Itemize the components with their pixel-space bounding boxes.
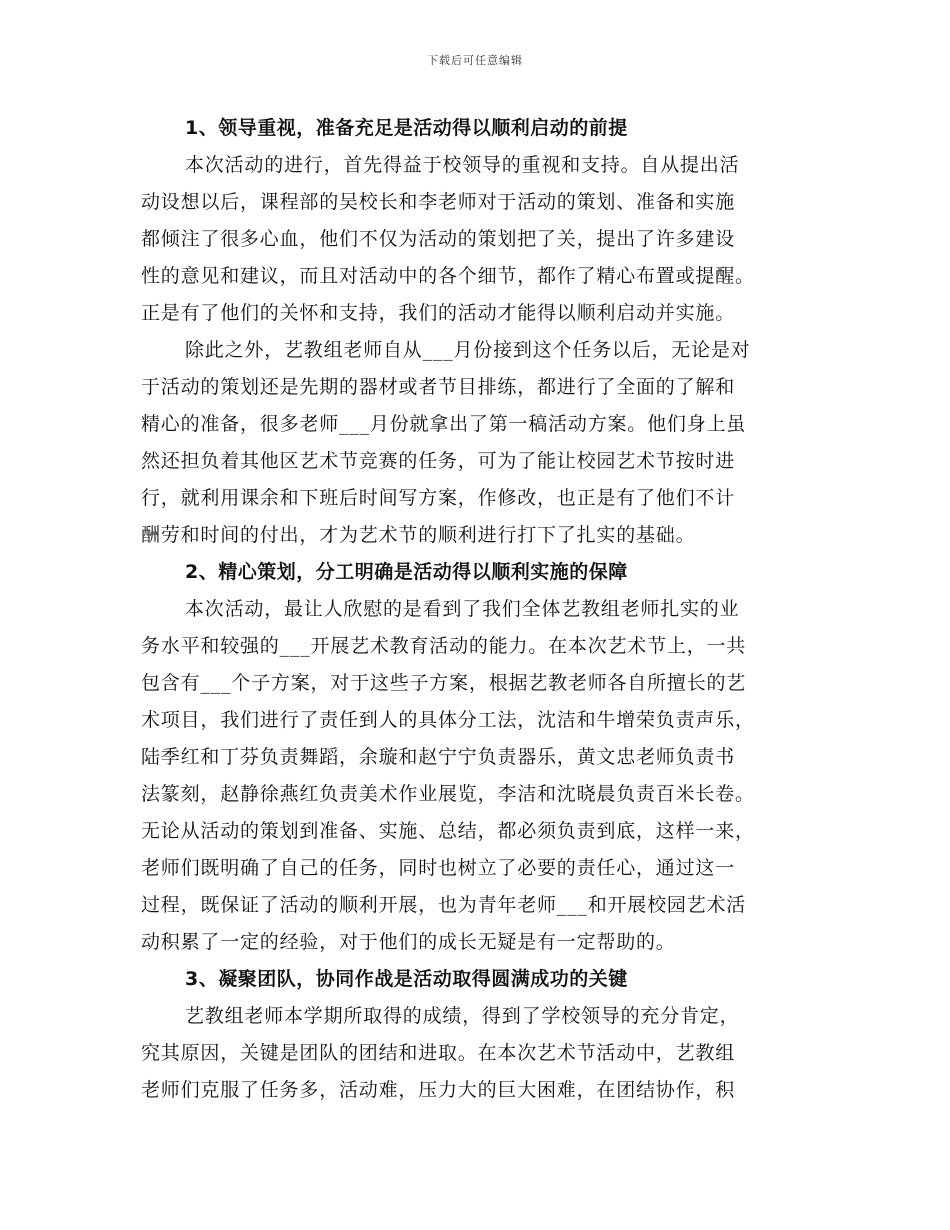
paragraph-line: 本次活动的进行，首先得益于校领导的重视和支持。自从提出活	[185, 154, 740, 176]
paragraph	[141, 332, 811, 554]
paragraph-line: 陆季红和丁芬负责舞蹈，余璇和赵宁宁负责器乐，黄文忠老师负责书	[141, 746, 736, 768]
paragraph	[141, 147, 811, 332]
paragraph-line: 术项目，我们进行了责任到人的具体分工法，沈洁和牛增荣负责声乐，	[141, 709, 755, 731]
paragraph-line: 无论从活动的策划到准备、实施、总结，都必须负责到底，这样一来，	[141, 820, 755, 842]
header-note: 下载后可任意编辑	[427, 54, 523, 67]
paragraph-line: 法篆刻，赵静徐燕红负责美术作业展览，李洁和沈晓晨负责百米长卷。	[141, 783, 755, 805]
paragraph-line: 都倾注了很多心血，他们不仅为活动的策划把了关，提出了许多建设	[141, 228, 736, 250]
section-heading: 3、凝聚团队，协同作战是活动取得圆满成功的关键	[185, 968, 628, 990]
paragraph-line: 除此之外，艺教组老师自从___月份接到这个任务以后，无论是对	[185, 339, 751, 361]
paragraph-line: 然还担负着其他区艺术节竞赛的任务，可为了能让校园艺术节按时进	[141, 450, 736, 472]
paragraph	[141, 591, 811, 961]
paragraph-line: 精心的准备，很多老师___月份就拿出了第一稿活动方案。他们身上虽	[141, 413, 747, 435]
paragraph-line: 包含有___个子方案，对于这些子方案，根据艺教老师各自所擅长的艺	[141, 672, 747, 694]
paragraph-line: 究其原因，关键是团队的团结和进取。在本次艺术节活动中，艺教组	[141, 1042, 736, 1064]
paragraph-line: 艺教组老师本学期所取得的成绩，得到了学校领导的充分肯定，	[185, 1005, 740, 1027]
paragraph-line: 老师们既明确了自己的任务，同时也树立了必要的责任心，通过这一	[141, 857, 736, 879]
paragraph-line: 动积累了一定的经验，对于他们的成长无疑是有一定帮助的。	[141, 931, 676, 953]
section-heading: 2、精心策划，分工明确是活动得以顺利实施的保障	[185, 561, 628, 583]
paragraph-line: 行，就利用课余和下班后时间写方案，作修改，也正是有了他们不计	[141, 487, 736, 509]
paragraph-line: 老师们克服了任务多，活动难，压力大的巨大困难，在团结协作，积	[141, 1079, 736, 1101]
paragraph	[141, 998, 811, 1109]
paragraph-line: 动设想以后，课程部的吴校长和李老师对于活动的策划、准备和实施	[141, 191, 736, 213]
paragraph-line: 性的意见和建议，而且对活动中的各个细节，都作了精心布置或提醒。	[141, 265, 755, 287]
paragraph-line: 本次活动，最让人欣慰的是看到了我们全体艺教组老师扎实的业	[185, 598, 740, 620]
paragraph-line: 于活动的策划还是先期的器材或者节目排练，都进行了全面的了解和	[141, 376, 736, 398]
paragraph-line: 过程，既保证了活动的顺利开展，也为青年老师___和开展校园艺术活	[141, 894, 747, 916]
paragraph-line: 酬劳和时间的付出，才为艺术节的顺利进行打下了扎实的基础。	[141, 524, 696, 546]
section-heading: 1、领导重视，准备充足是活动得以顺利启动的前提	[185, 117, 628, 139]
document-body	[141, 110, 811, 1109]
paragraph-line: 务水平和较强的___开展艺术教育活动的能力。在本次艺术节上，一共	[141, 635, 747, 657]
paragraph-line: 正是有了他们的关怀和支持，我们的活动才能得以顺利启动并实施。	[141, 302, 736, 324]
